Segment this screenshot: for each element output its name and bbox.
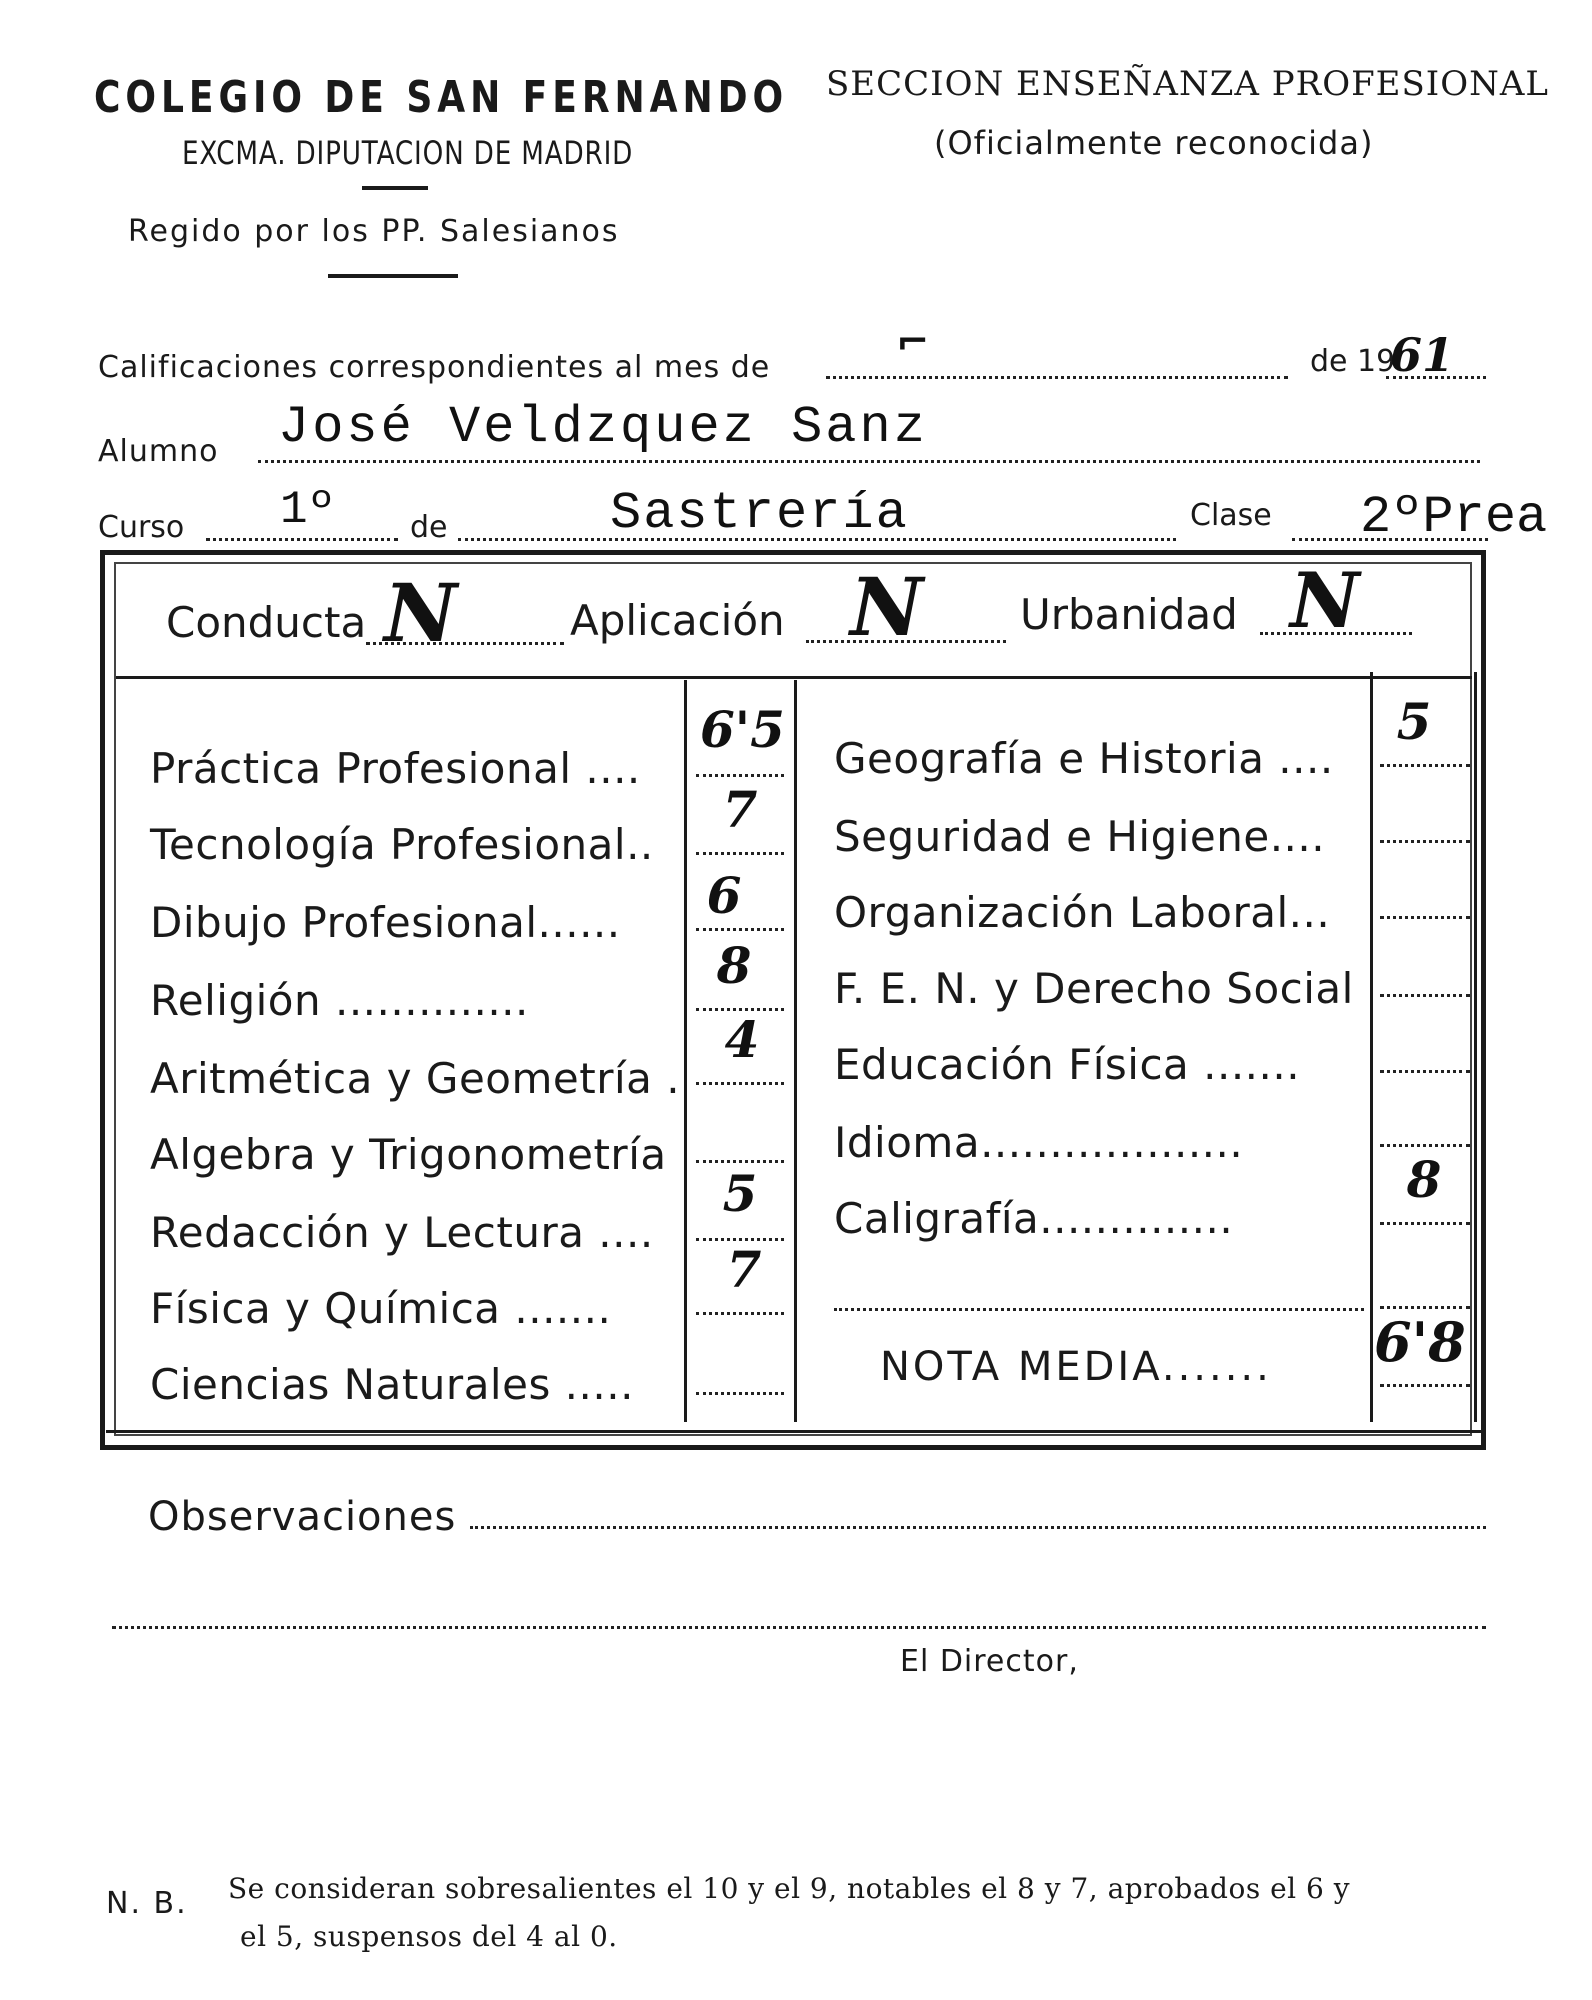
left-grade-col-line-a [684, 680, 687, 1422]
of-label: de [410, 510, 448, 545]
subject-right-7: Caligrafía.............. [834, 1194, 1234, 1243]
section-title: SECCION ENSEÑANZA PROFESIONAL [826, 64, 1549, 104]
class-label: Clase [1190, 498, 1272, 533]
right-grade-col-line-a [1370, 672, 1373, 1422]
subject-left-8: Física y Química ....... [150, 1284, 612, 1333]
observations-label: Observaciones [148, 1494, 457, 1540]
grade-right-line-1 [1380, 764, 1470, 767]
subject-left-2: Tecnología Profesional.. [150, 820, 654, 869]
grade-right-1: 5 [1396, 692, 1432, 751]
subject-left-6: Algebra y Trigonometría [150, 1130, 667, 1179]
grade-left-8: 7 [726, 1240, 762, 1299]
month-label: Calificaciones correspondientes al mes de [98, 350, 771, 385]
nb-prefix: N. B. [106, 1886, 188, 1921]
grade-right-line-3 [1380, 916, 1470, 919]
grade-right-line-4 [1380, 994, 1470, 997]
application-label: Aplicación [570, 596, 785, 645]
average-value: 6'8 [1374, 1310, 1466, 1374]
header-divider-2 [328, 274, 458, 278]
left-grade-col-line-b [794, 680, 797, 1422]
student-line [258, 460, 1480, 463]
blank-right-row-line [834, 1308, 1364, 1311]
subject-right-1: Geografía e Historia .... [834, 734, 1334, 783]
class-value: 2ºPrea [1360, 488, 1548, 547]
grade-left-1: 6'5 [700, 700, 785, 759]
student-label: Alumno [98, 434, 219, 469]
grade-left-3: 6 [706, 866, 742, 925]
grade-right-line-6 [1380, 1144, 1470, 1147]
course-value: 1º [280, 484, 336, 536]
school-subtitle: EXCMA. DIPUTACION DE MADRID [182, 134, 634, 172]
conduct-label: Conducta [166, 598, 367, 647]
manners-label: Urbanidad [1020, 590, 1238, 639]
grade-left-line-6 [696, 1160, 784, 1163]
behaviour-divider [116, 676, 1472, 679]
grades-box-bottom-rule [106, 1430, 1486, 1433]
subject-left-5: Aritmética y Geometría . [150, 1054, 681, 1103]
grade-left-2: 7 [722, 780, 758, 839]
subject-left-7: Redacción y Lectura .... [150, 1208, 654, 1257]
grade-left-4: 8 [716, 936, 752, 995]
month-value: ⌐ [896, 318, 930, 365]
grade-right-line-7 [1380, 1222, 1470, 1225]
student-name: José Veldzquez Sanz [278, 398, 928, 457]
grade-left-line-1 [696, 774, 784, 777]
course-line [206, 538, 398, 541]
application-value: N [850, 560, 924, 654]
subject-right-4: F. E. N. y Derecho Social [834, 964, 1354, 1013]
manners-value: N [1290, 556, 1360, 645]
observations-line-2 [112, 1626, 1486, 1629]
right-grade-col-line-b [1474, 672, 1477, 1422]
grade-left-7: 5 [722, 1164, 758, 1223]
subject-right-5: Educación Física ....... [834, 1040, 1301, 1089]
month-line [826, 376, 1288, 379]
subject-left-9: Ciencias Naturales ..... [150, 1360, 634, 1409]
course-label: Curso [98, 510, 185, 545]
subject-left-1: Práctica Profesional .... [150, 744, 641, 793]
subject-left-3: Dibujo Profesional...... [150, 898, 621, 947]
school-name: COLEGIO DE SAN FERNANDO [94, 72, 789, 123]
header-divider-1 [362, 186, 428, 190]
nb-line-2: el 5, suspensos del 4 al 0. [240, 1920, 618, 1953]
run-by-text: Regido por los PP. Salesianos [128, 214, 620, 249]
grade-left-line-3 [696, 928, 784, 931]
grade-left-line-8 [696, 1312, 784, 1315]
grade-right-line-9 [1380, 1384, 1470, 1387]
grade-right-line-2 [1380, 840, 1470, 843]
nb-line-1: Se consideran sobresalientes el 10 y el 9, notables el 8 y 7, aprobados el 6 y [228, 1872, 1351, 1905]
observations-line-1 [470, 1526, 1486, 1529]
trade-value: Sastrería [610, 484, 909, 543]
subject-left-4: Religión .............. [150, 976, 529, 1025]
grade-left-line-2 [696, 852, 784, 855]
grade-left-line-5 [696, 1082, 784, 1085]
subject-right-6: Idioma................... [834, 1118, 1244, 1167]
grade-right-line-8 [1380, 1306, 1470, 1309]
grade-left-5: 4 [724, 1010, 760, 1069]
average-label: NOTA MEDIA....... [880, 1344, 1272, 1390]
conduct-value: N [384, 566, 458, 660]
section-recognition: (Oficialmente reconocida) [934, 124, 1374, 162]
year-line [1386, 376, 1486, 379]
grade-right-7: 8 [1406, 1150, 1442, 1209]
grade-right-line-5 [1380, 1070, 1470, 1073]
subject-right-3: Organización Laboral... [834, 888, 1331, 937]
year-label: de 19 [1310, 344, 1396, 379]
grade-left-line-9 [696, 1392, 784, 1395]
year-value: 61 [1390, 328, 1455, 382]
subject-right-2: Seguridad e Higiene.... [834, 812, 1326, 861]
director-label: El Director, [900, 1644, 1079, 1679]
